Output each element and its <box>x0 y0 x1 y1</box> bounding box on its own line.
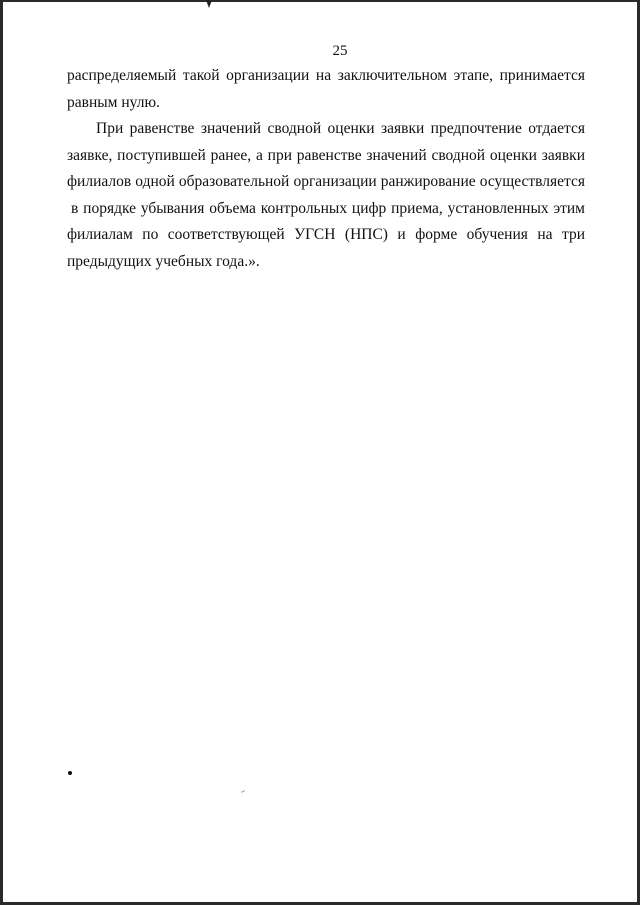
text-line: филиалов одной образовательной организации ранжирование осуществляется <box>67 173 585 190</box>
scan-border-left <box>0 0 3 905</box>
text-line: в порядке убывания объема контрольных цифр приема, установленных этим <box>71 199 585 217</box>
scan-speck-mark <box>241 790 245 793</box>
scan-notch-mark <box>206 0 212 8</box>
paragraph-2 <box>67 116 585 275</box>
text-line: равным нулю. <box>67 93 160 111</box>
scan-dot-mark <box>68 771 72 775</box>
page-number: 25 <box>332 43 348 59</box>
text-line: филиалам по соответствующей УГСН (НПС) и форме обучения на три <box>67 226 585 243</box>
text-line: При равенстве значений сводной оценки заявки предпочтение отдается <box>96 120 585 137</box>
text-line: распределяемый такой организации на заключительном этапе, принимается <box>67 67 585 84</box>
scan-border-top <box>0 0 640 2</box>
text-line: заявке, поступившей ранее, а при равенстве значений сводной оценки заявки <box>67 146 585 164</box>
paragraph-1 <box>67 63 585 116</box>
text-line: предыдущих учебных года.». <box>67 252 260 270</box>
